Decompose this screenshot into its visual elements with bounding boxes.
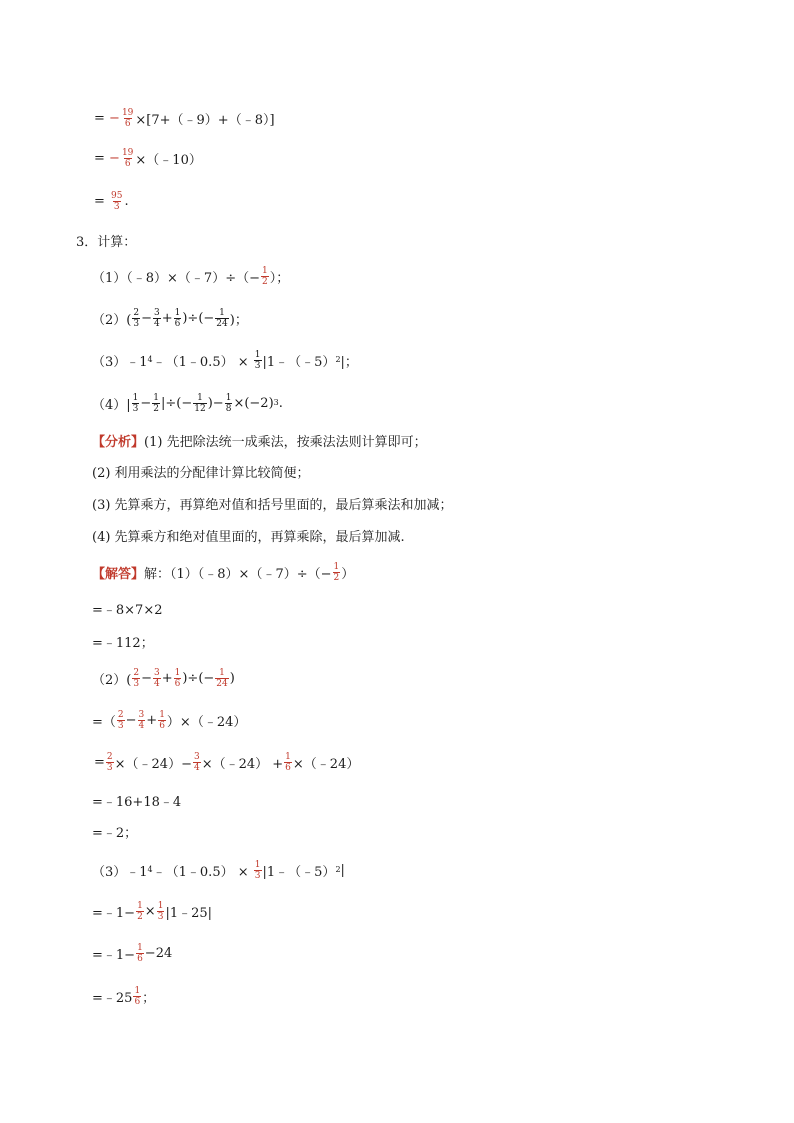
fraction: $\frac{1}{6}$ [159, 709, 165, 731]
fraction: $\frac{1}{12}$ [194, 392, 206, 414]
minus-sign: − [109, 110, 120, 126]
fraction: $\frac{19}{6}$ [121, 147, 134, 169]
expression-text: . [124, 193, 129, 209]
equals-sign: = [94, 150, 105, 166]
fraction: $\frac{95}{3}$ [111, 190, 123, 212]
fraction: $\frac{1}{2}$ [333, 561, 340, 583]
expression-text: ×[7+（﹣9）+（﹣8）] [135, 112, 275, 128]
fraction: $\frac{1}{3}$ [254, 349, 261, 371]
fraction: $\frac{3}{4}$ [138, 709, 145, 731]
fraction: $\frac{2}{3}$ [133, 307, 140, 329]
fraction: $\frac{2}{3}$ [133, 667, 140, 689]
fraction: $\frac{1}{2}$ [137, 900, 143, 922]
question-3: （3）﹣1 4 ﹣（1﹣0.5） × $\frac{1}{3}$ |1﹣（﹣5） 2 |； [92, 349, 358, 371]
solution-step: （2）( $\frac{2}{3}$ − $\frac{3}{4}$ + $\frac{1}{6}$ )÷(− $\frac{1}{24}$ ) [92, 667, 235, 689]
fraction: $\frac{1}{6}$ [137, 942, 143, 964]
fraction: $\frac{1}{6}$ [174, 307, 181, 329]
fraction: $\frac{1}{6}$ [174, 667, 181, 689]
equation-line [94, 188, 129, 214]
analysis-tag: 【分析】 [92, 434, 145, 450]
fraction: $\frac{1}{24}$ [216, 307, 228, 329]
fraction: $\frac{1}{3}$ [132, 392, 139, 414]
equation-line [94, 105, 275, 131]
question-4: （4）| $\frac{1}{3}$ − $\frac{1}{2}$ |÷(− $\frac{1}{12}$ )− $\frac{1}{8}$ ×(−2) 3 . [92, 392, 283, 414]
solution-step: （3）﹣1 4 ﹣（1﹣0.5） × $\frac{1}{3}$ |1﹣（﹣5） 2 | [92, 859, 345, 881]
solution-step: =﹣2； [92, 825, 138, 841]
fraction: $\frac{3}{4}$ [153, 307, 160, 329]
fraction: $\frac{3}{4}$ [193, 751, 200, 773]
equation-line [94, 145, 202, 171]
fraction: $\frac{1}{3}$ [254, 859, 261, 881]
question-2: （2）( $\frac{2}{3}$ − $\frac{3}{4}$ + $\frac{1}{6}$ )÷(− $\frac{1}{24}$ )； [92, 307, 248, 329]
analysis-line-3: (3) 先算乘方，再算绝对值和括号里面的，最后算乘法和加减； [92, 497, 453, 513]
fraction: $\frac{2}{3}$ [106, 751, 113, 773]
fraction: $\frac{19}{6}$ [121, 107, 134, 129]
solution-step: =（ $\frac{2}{3}$ − $\frac{3}{4}$ + $\frac{1}{6}$ ）×（﹣24） [92, 709, 247, 731]
solution-step: =﹣1− $\frac{1}{2}$ × $\frac{1}{3}$ |1﹣25| [92, 900, 213, 922]
problem-heading: 3．计算： [76, 234, 137, 250]
equals-sign: = [94, 110, 105, 126]
expression-text: ×（﹣10） [135, 152, 202, 168]
minus-sign: − [109, 150, 120, 166]
solution-step: =﹣1− $\frac{1}{6}$ −24 [92, 942, 173, 964]
fraction: $\frac{1}{2}$ [262, 265, 268, 287]
fraction: $\frac{1}{8}$ [225, 392, 232, 414]
question-1: （1）（﹣8）×（﹣7）÷（− $\frac{1}{2}$ ）； [92, 265, 290, 287]
fraction: $\frac{1}{3}$ [157, 900, 164, 922]
solution-step: =﹣112； [92, 635, 154, 651]
solution-step: =﹣25 $\frac{1}{6}$ ； [92, 985, 156, 1007]
fraction: $\frac{1}{6}$ [134, 985, 141, 1007]
fraction: $\frac{1}{6}$ [285, 751, 291, 773]
solution-intro: 【解答】 解：（1）（﹣8）×（﹣7）÷（− $\frac{1}{2}$ ） [92, 561, 355, 583]
solution-step: =﹣8×7×2 [92, 602, 163, 618]
fraction: $\frac{1}{2}$ [153, 392, 160, 414]
equals-sign: = [94, 193, 105, 209]
fraction: $\frac{2}{3}$ [117, 709, 124, 731]
analysis-line-4: (4) 先算乘方和绝对值里面的，再算乘除，最后算加减. [92, 529, 405, 545]
analysis-line-2: (2) 利用乘法的分配律计算比较简便； [92, 465, 310, 481]
solution-step: = $\frac{2}{3}$ ×（﹣24）− $\frac{3}{4}$ ×（﹣24） + $\frac{1}{6}$ ×（﹣24） [94, 751, 360, 773]
fraction: $\frac{3}{4}$ [153, 667, 160, 689]
fraction: $\frac{1}{24}$ [216, 667, 228, 689]
solution-tag: 【解答】 [92, 566, 145, 582]
solution-step: =﹣16+18﹣4 [92, 794, 182, 810]
analysis-line-1: 【分析】 (1) 先把除法统一成乘法，按乘法法则计算即可； [92, 427, 427, 453]
